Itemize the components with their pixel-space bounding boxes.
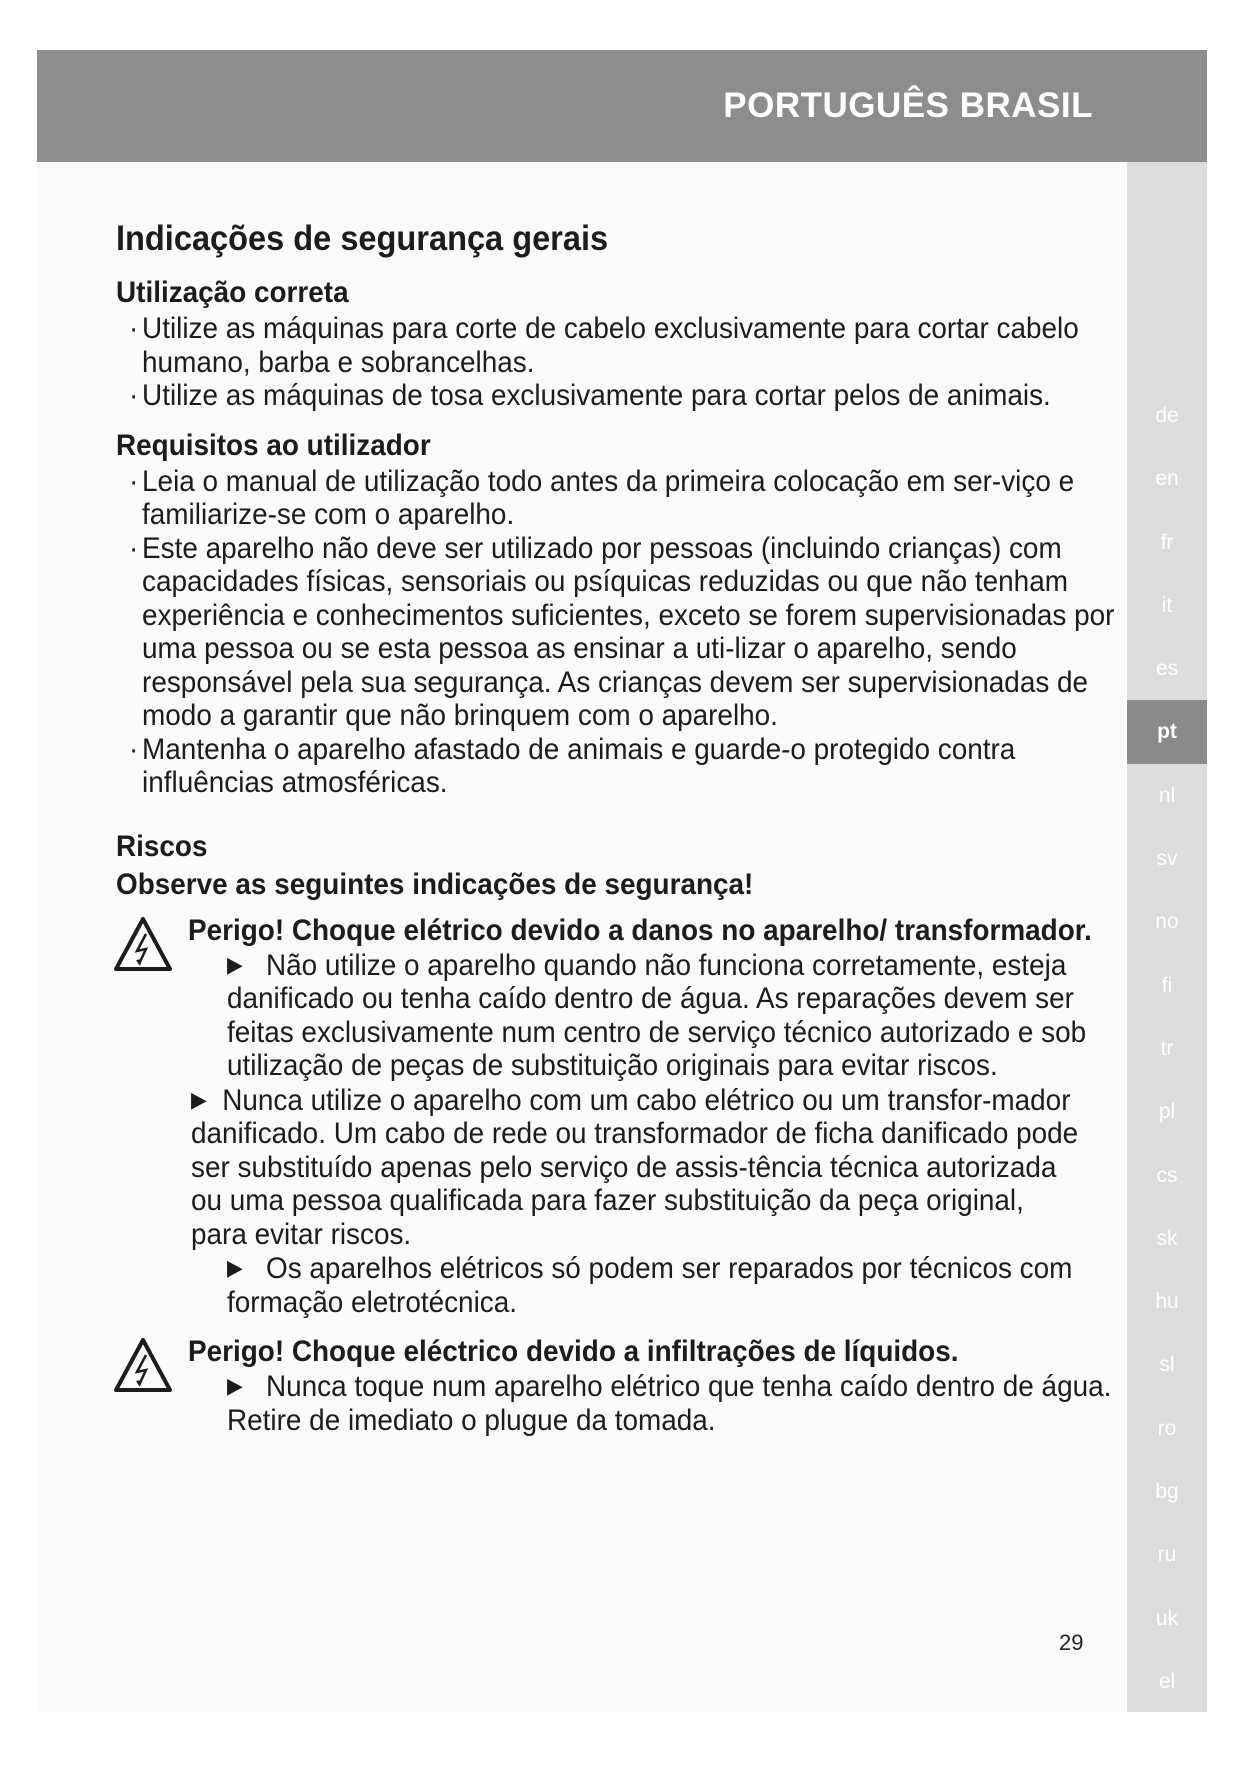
- warning-title: Perigo! Choque elétrico devido a danos no aparelho/ transformador.: [188, 913, 1092, 947]
- language-list: [1127, 384, 1207, 1777]
- language-tab-ru: ru: [1157, 1543, 1177, 1567]
- language-tab-en: en: [1155, 467, 1179, 491]
- language-tab-es: es: [1155, 657, 1179, 681]
- language-tab-sv: sv: [1156, 847, 1178, 871]
- list-item: · Utilize as máquinas de tosa exclusivamente para cortar pelos de animais.: [116, 379, 1119, 413]
- warning-title: Perigo! Choque eléctrico devido a infiltrações de líquidos.: [188, 1335, 959, 1368]
- play-arrow-icon: ▶: [227, 1255, 243, 1280]
- warning-block-damage: [116, 914, 1121, 1320]
- language-tab-fr: fr: [1160, 530, 1174, 554]
- language-tab-sk: sk: [1156, 1226, 1178, 1250]
- list-item: ▶ Nunca utilize o aparelho com um cabo elétrico ou um transfor-mador danificado. Um cabo de rede ou transformador de ficha danificado pode ser substituído apenas pelo serviço de assis-tência técnica autorizada ou uma pessoa qualificada para fazer substituição da peça original, para evitar riscos.: [191, 1083, 1079, 1251]
- language-tab-it: it: [1161, 593, 1173, 617]
- section-heading-usage: Utilização correta: [116, 276, 349, 309]
- language-tab-fi: fi: [1161, 973, 1173, 997]
- language-tab-sl: sl: [1159, 1353, 1175, 1377]
- language-tab-cs: cs: [1156, 1163, 1178, 1187]
- warning-list: [116, 948, 1121, 1320]
- list-item: ▶ Os aparelhos elétricos só podem ser reparados por técnicos com formação eletrotécnica.: [227, 1252, 1073, 1319]
- warning-list: [116, 1369, 1121, 1437]
- list-item: · Leia o manual de utilização todo antes da primeira colocação em ser-viço e familiarize-se com o aparelho.: [116, 465, 1119, 532]
- language-tab-pl: pl: [1158, 1100, 1176, 1124]
- language-tab-uk: uk: [1155, 1606, 1179, 1630]
- language-tab-de: de: [1155, 404, 1179, 427]
- list-item: ▶ Não utilize o aparelho quando não funciona corretamente, esteja danificado ou tenha caído dentro de água. As reparações devem ser feitas exclusivamente num centro de serviço técnico autorizado e sob utilização de peças de substituição originais para evitar riscos.: [227, 948, 1087, 1082]
- requirements-list: [116, 465, 1121, 800]
- language-tab-nl: nl: [1158, 783, 1176, 807]
- electric-warning-icon: [113, 1337, 173, 1393]
- language-tab-el: el: [1158, 1669, 1176, 1693]
- section-heading-risks: Riscos: [116, 829, 208, 863]
- play-arrow-icon: ▶: [227, 1373, 243, 1398]
- section-subheading-observe: Observe as seguintes indicações de segurança!: [116, 867, 754, 901]
- language-sidebar: [1127, 162, 1207, 1757]
- page-title: Indicações de segurança gerais: [116, 219, 609, 258]
- language-tab-ar: ar: [1157, 1733, 1177, 1757]
- header-bar: [37, 50, 1207, 162]
- list-item: ▶ Nunca toque num aparelho elétrico que tenha caído dentro de água. Retire de imediato o plugue da tomada.: [227, 1370, 1112, 1437]
- list-item: · Mantenha o aparelho afastado de animais e guarde-o protegido contra influências atmosféricas.: [116, 733, 1119, 800]
- language-tab-no: no: [1155, 910, 1179, 934]
- page-number: 29: [1059, 1630, 1084, 1655]
- play-arrow-icon: ▶: [227, 951, 243, 977]
- language-tab-pt: pt: [1127, 700, 1207, 763]
- usage-list: [116, 312, 1121, 413]
- language-tab-bg: bg: [1155, 1480, 1179, 1504]
- main-content: [116, 218, 1121, 1437]
- play-arrow-icon: ▶: [191, 1086, 207, 1112]
- warning-block-liquids: [116, 1335, 1121, 1437]
- language-title: PORTUGUÊS BRASIL: [723, 86, 1093, 125]
- electric-warning-icon: [113, 916, 173, 972]
- language-tab-hu: hu: [1155, 1290, 1179, 1314]
- language-tab-ro: ro: [1157, 1416, 1177, 1440]
- list-item: · Utilize as máquinas para corte de cabelo exclusivamente para cortar cabelo humano, barba e sobrancelhas.: [116, 312, 1119, 379]
- language-tab-tr: tr: [1160, 1036, 1174, 1060]
- list-item: · Este aparelho não deve ser utilizado por pessoas (incluindo crianças) com capacidades físicas, sensoriais ou psíquicas reduzidas ou que não tenham experiência e conhecimentos suficientes, exceto se forem supervisionadas por uma pessoa ou se esta pessoa as ensinar a uti-lizar o aparelho, sendo responsável pela sua segurança. As crianças devem ser supervisionadas de modo a garantir que não brinquem com o aparelho.: [116, 532, 1119, 733]
- section-heading-requirements: Requisitos ao utilizador: [116, 428, 431, 462]
